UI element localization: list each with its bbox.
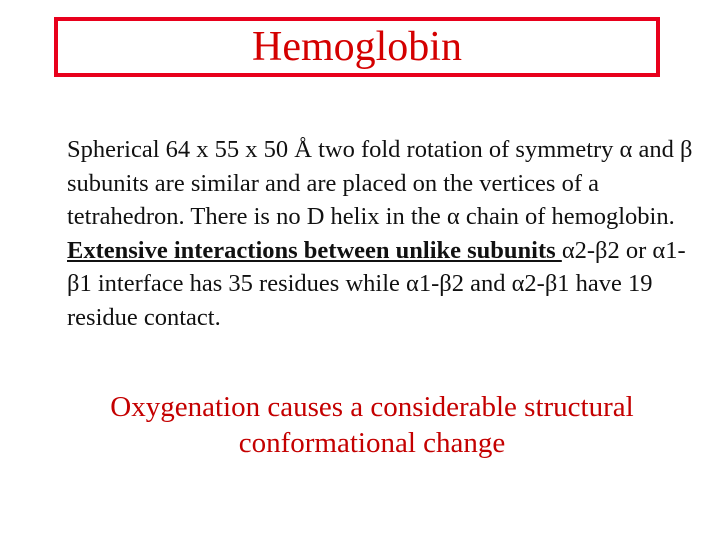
- body-paragraph: [67, 133, 697, 335]
- title-box: [54, 17, 660, 77]
- paragraph-part-2: α2-β2 or α1-β1 interface has 35 residues while α1-β2 and α2-β1 have 19 residue contact.: [67, 236, 686, 331]
- paragraph-emphasis: Extensive interactions between unlike subunits: [67, 236, 562, 264]
- slide-title: Hemoglobin: [252, 24, 462, 70]
- conclusion-text: Oxygenation causes a considerable structural conformational change: [110, 391, 634, 459]
- paragraph-part-1: Spherical 64 x 55 x 50 Å two fold rotation of symmetry α and β subunits are similar and are placed on the vertices of a tetrahedron. There is no D helix in the α chain of hemoglobin.: [67, 136, 693, 231]
